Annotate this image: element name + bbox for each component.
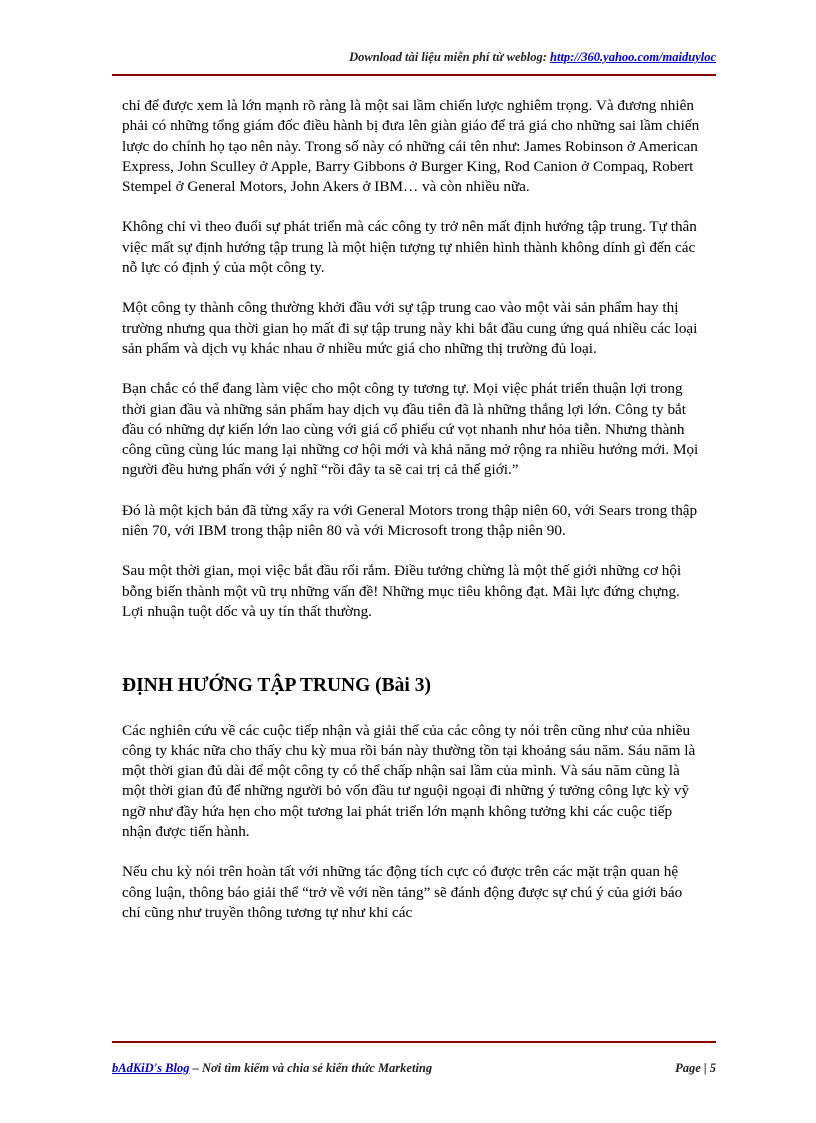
section-paragraph-2: Nếu chu kỳ nói trên hoàn tất với những tác động tích cực có được trên các mặt trận quan hệ công luận, thông báo giải thể “trở về với nền tảng” sẽ đánh động được sự chú ý của giới báo chí cũng như truyền thông tương tự như khi các (122, 863, 683, 921)
paragraph-6: Sau một thời gian, mọi việc bắt đầu rối rắm. Điều tưởng chừng là một thế giới những cơ hội bỗng biến thành một vũ trụ những vấn đề! Những mục tiêu không đạt. Mãi lực đứng chựng. Lợi nhuận tuột dốc và uy tín thất thường. (122, 562, 682, 620)
paragraph-4: Bạn chắc có thể đang làm việc cho một công ty tương tự. Mọi việc phát triển thuận lợi trong thời gian đầu và những sản phẩm hay dịch vụ đầu tiên đã là những thắng lợi lớn. Công ty bắt đầu có những dự kiến lớn lao cùng với giá cổ phiếu cứ vọt nhanh như hỏa tiễn. Nhưng thành công cũng cùng lúc mang lại những cơ hội mới và khả năng mở rộng ra nhiều hướng mới. Mọi người đều hưng phấn với ý nghĩ “rồi đây ta sẽ cai trị cả thế giới.” (122, 380, 699, 479)
paragraph-2: Không chỉ vì theo đuổi sự phát triển mà các công ty trở nên mất định hướng tập trung. Tự thân việc mất sự định hướng tập trung là một hiện tượng tự nhiên hình thành không dính gì đến các nỗ lực có định ý của một công ty. (122, 218, 697, 277)
page-number: Page | 5 (675, 1061, 716, 1075)
header-text (349, 50, 716, 65)
paragraph-3: Một công ty thành công thường khởi đầu với sự tập trung cao vào một vài sản phẩm hay thị trường nhưng qua thời gian họ mất đi sự tập trung này khi bắt đầu cung ứng quá nhiều các loại sản phẩm và dịch vụ khác nhau ở nhiều mức giá cho những thị trường đủ loại. (122, 299, 698, 357)
header-prefix: Download tài liệu miễn phí từ weblog: (349, 50, 551, 64)
page-header (112, 44, 716, 76)
paragraph-5: Đó là một kịch bản đã từng xẩy ra với General Motors trong thập niên 60, với Sears trong thập niên 70, với IBM trong thập niên 80 và với Microsoft trong thập niên 90. (122, 501, 698, 540)
section-paragraph-1: Các nghiên cứu về các cuộc tiếp nhận và giải thể của các công ty nói trên cũng như của nhiều công ty khác nữa cho thấy chu kỳ mua rồi bán này thường tồn tại khoảng sáu năm. Sáu năm là một thời gian đủ dài để một công ty có thể chấp nhận sai lầm của mình. Và sáu năm cũng là một thời gian đủ để những người bỏ vốn đầu tư nguội ngoại đi những ý tưởng công lực kỳ vỹ ngỡ như đầy hứa hẹn cho một tương lai phát triển lớn mạnh không tưởng khi các cuộc tiếp nhận được tiến hành. (122, 721, 696, 841)
page-content (122, 96, 702, 943)
page-footer (112, 1041, 716, 1073)
paragraph-1: chỉ để được xem là lớn mạnh rõ ràng là một sai lầm chiến lược nghiêm trọng. Và đương nhiên phải có những tổng giám đốc điều hành bị đưa lên giàn giáo để trả giá cho những sai lầm chiến lược do chính họ tạo nên này. Trong số này có những cái tên như: James Robinson ở American Express, John Sculley ở Apple, Barry Gibbons ở Burger King, Rod Canion ở Compaq, Robert Stempel ở General Motors, John Akers ở IBM… và còn nhiều nữa. (122, 97, 700, 196)
footer-blog-link[interactable]: bAdKiD's Blog (112, 1061, 190, 1075)
footer-tagline: – Nơi tìm kiếm và chia sẻ kiến thức Marketing (189, 1061, 433, 1075)
footer-left (112, 1061, 432, 1076)
header-link[interactable]: http://360.yahoo.com/maiduyloc (550, 50, 716, 64)
section-heading: ĐỊNH HƯỚNG TẬP TRUNG (Bài 3) (122, 675, 431, 697)
